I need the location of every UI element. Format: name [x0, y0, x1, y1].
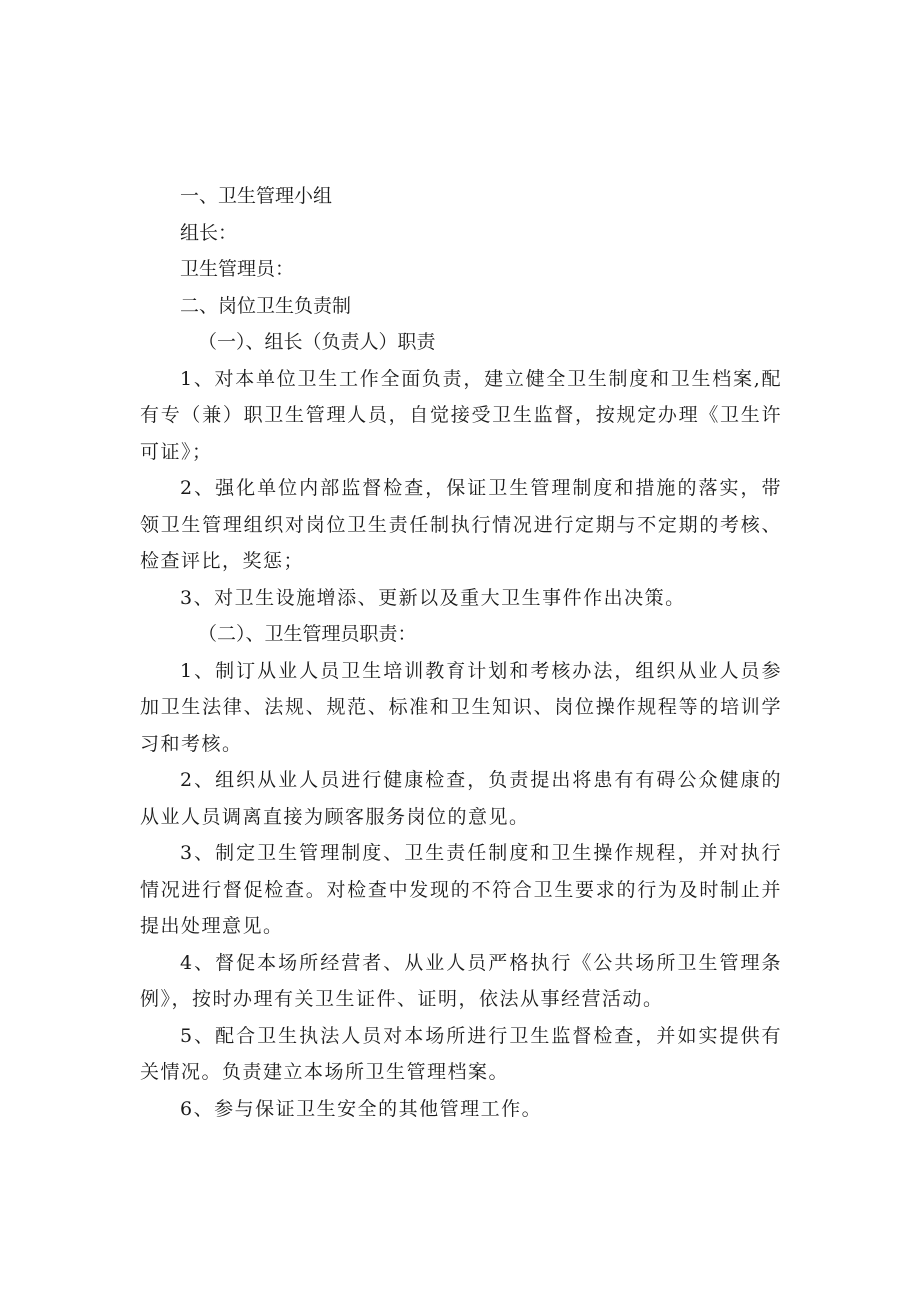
section1-heading: 一、卫生管理小组 [180, 185, 333, 207]
sub1-item-2: 2、强化单位内部监督检查，保证卫生管理制度和措施的落实，带领卫生管理组织对岗位卫生责任制执行情况进行定期与不定期的考核、检查评比，奖惩； [140, 477, 782, 572]
sub2-item-5: 5、配合卫生执法人员对本场所进行卫生监督检查，并如实提供有关情况。负责建立本场所卫生管理档案。 [140, 1024, 782, 1083]
sub1-item-3: 3、对卫生设施增添、更新以及重大卫生事件作出决策。 [180, 586, 686, 609]
document-body [140, 178, 782, 1127]
sub1-heading: （一）、组长（负责人）职责 [198, 331, 436, 353]
sub2-item-1: 1、制订从业人员卫生培训教育计划和考核办法，组织从业人员参加卫生法律、法规、规范、标准和卫生知识、岗位操作规程等的培训学习和考核。 [140, 659, 782, 755]
sub2-item-3: 3、制定卫生管理制度、卫生责任制度和卫生操作规程，并对执行情况进行督促检查。对检查中发现的不符合卫生要求的行为及时制止并提出处理意见。 [140, 842, 782, 937]
section2-heading: 二、岗位卫生负责制 [180, 294, 352, 317]
sub2-item-4: 4、督促本场所经营者、从业人员严格执行《公共场所卫生管理条例》，按时办理有关卫生证件、证明，依法从事经营活动。 [140, 951, 782, 1010]
sub2-heading: （二）、卫生管理员职责： [198, 623, 417, 645]
sub2-item-2: 2、组织从业人员进行健康检查，负责提出将患有有碍公众健康的从业人员调离直接为顾客服务岗位的意见。 [140, 769, 782, 828]
group-leader-label: 组长： [180, 221, 238, 244]
manager-label: 卫生管理员： [180, 258, 295, 280]
sub2-item-6: 6、参与保证卫生安全的其他管理工作。 [180, 1097, 543, 1120]
sub1-item-1: 1、对本单位卫生工作全面负责，建立健全卫生制度和卫生档案,配有专（兼）职卫生管理人员，自觉接受卫生监督，按规定办理《卫生许可证》； [140, 367, 782, 463]
